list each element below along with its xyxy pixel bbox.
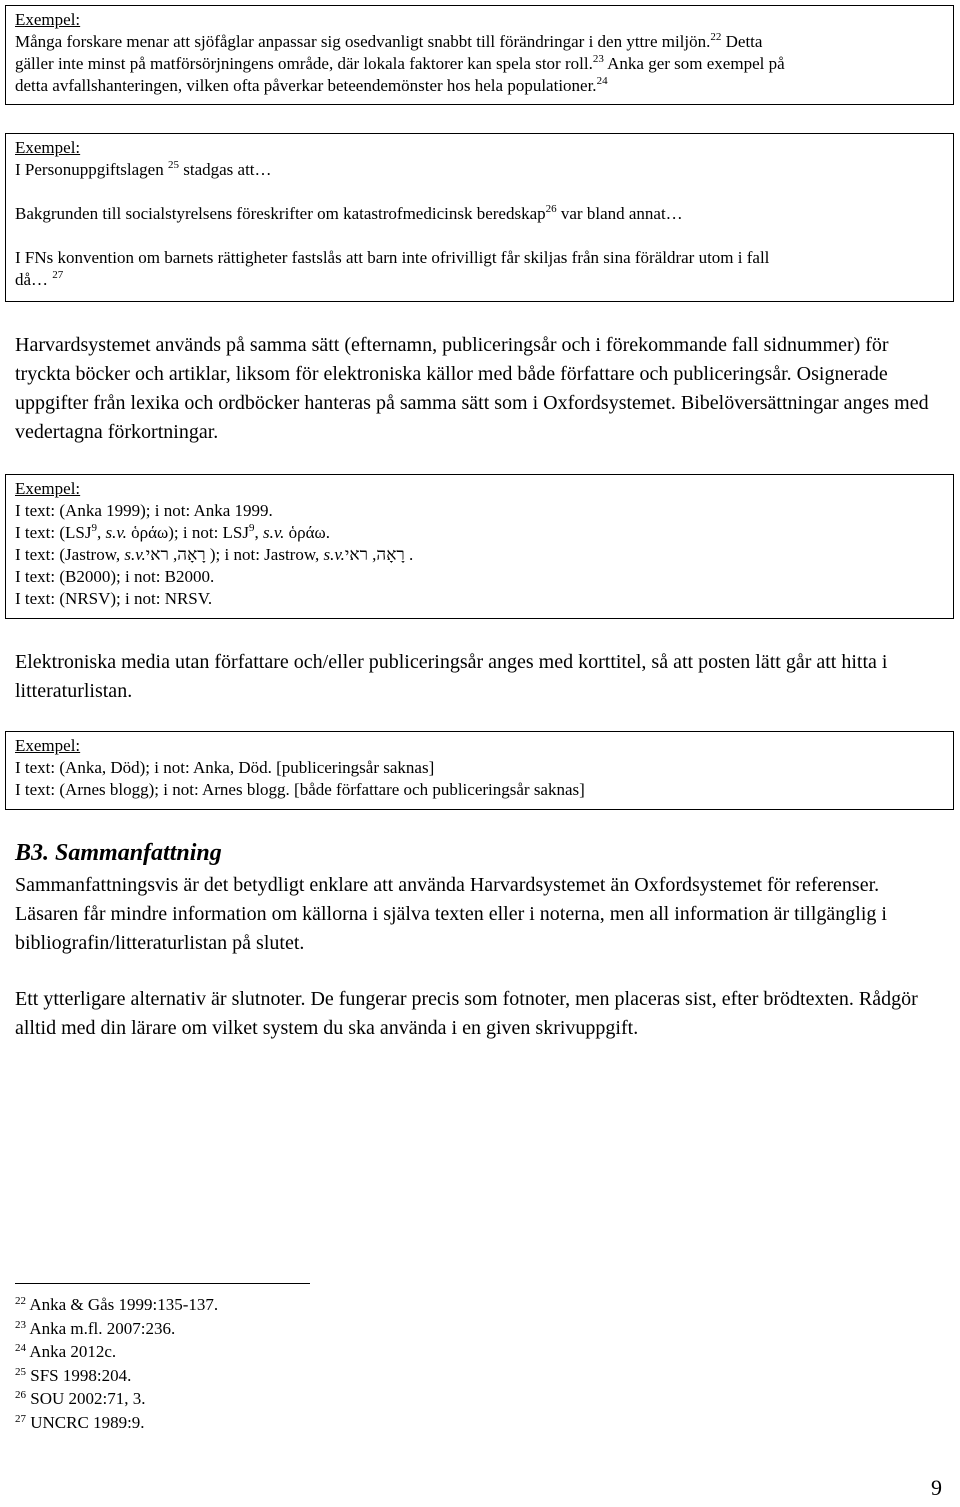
- footnote-item: $^{25}$ SFS 1998:204.: [15, 1365, 132, 1385]
- example-line: Bakgrunden till socialstyrelsens föreskrifter om katastrofmedicinsk beredskap$^{26}$ var bland annat…: [15, 203, 683, 223]
- footnote-item: $^{27}$ UNCRC 1989:9.: [15, 1412, 145, 1432]
- page-number: 9: [931, 1475, 942, 1500]
- footnote-item: $^{22}$ Anka & Gås 1999:135-137.: [15, 1295, 219, 1314]
- example-box-2: [5, 133, 954, 302]
- footnote-separator: [15, 1283, 310, 1284]
- body-paragraph-harvard: Harvardsystemet används på samma sätt (efternamn, publiceringsår och i förekommande fall sidnummer) för tryckta böcker och artiklar, liksom för elektroniska källor med både författare och publiceringsår. Osignerade uppgifter från lexika och ordböcker hanteras på samma sätt som i Oxfordsystemet. Bibelöversättningar anges med vedertagna förkortningar.: [15, 334, 929, 443]
- footnotes: [15, 1293, 218, 1434]
- example-label: Exempel:: [15, 10, 81, 29]
- example-label: Exempel:: [15, 736, 81, 755]
- footnote-item: $^{26}$ SOU 2002:71, 3.: [15, 1389, 146, 1408]
- footnote-item: $^{24}$ Anka 2012c.: [15, 1342, 117, 1361]
- body-paragraph-endnotes: Ett ytterligare alternativ är slutnoter. De fungerar precis som fotnoter, men placeras sist, efter brödtexten. Rådgör alltid med din lärare om vilket system du ska använda i en given skrivuppgift.: [15, 988, 918, 1039]
- example-text: Många forskare menar att sjöfåglar anpassar sig osedvanligt snabbt till förändringar i den yttre miljön.$^{22}$ Detta gäller inte minst på matförsörjningens område, där lokala faktorer kan spela stor roll.$^{23}$ Anka ger som exempel på detta avfallshanteringen, vilken ofta påverkar beteendemönster hos hela populationer.$^{24}$: [15, 31, 785, 95]
- example-line: I text: (Jastrow, s.v. רָאָה, ראי); i not: Jastrow, s.v. רָאָה, ראי.: [15, 545, 414, 564]
- example-line: I text: (Anka 1999); i not: Anka 1999.: [15, 501, 273, 520]
- example-box-1: [5, 5, 954, 105]
- example-line: I Personuppgiftslagen $^{25}$ stadgas att…: [15, 159, 272, 179]
- example-line: I text: (B2000); i not: B2000.: [15, 567, 215, 586]
- body-paragraph-electronic-media: Elektroniska media utan författare och/eller publiceringsår anges med korttitel, så att posten lätt går att hitta i litteraturlistan.: [15, 651, 888, 702]
- example-line: I text: (Arnes blogg); i not: Arnes blogg. [både författare och publiceringsår saknas]: [15, 780, 585, 799]
- footnote-ref: 27: [52, 269, 64, 281]
- footnote-ref: 26: [545, 203, 557, 215]
- body-paragraph-summary: Sammanfattningsvis är det betydligt enklare att använda Harvardsystemet än Oxfordsystemet för referenser. Läsaren får mindre information om källorna i själva texten eller i noterna, men all information är tillgänglig i bibliografin/litteraturlistan på slutet.: [15, 874, 887, 954]
- example-line: I text: (NRSV); i not: NRSV.: [15, 589, 213, 608]
- footnote-ref: 23: [592, 53, 604, 65]
- example-box-3: [5, 474, 954, 619]
- footnote-ref: 25: [167, 159, 179, 171]
- section-heading: B3. Sammanfattning: [15, 840, 222, 866]
- example-line: I text: (LSJ$^9$, s.v. ὁράω); i not: LSJ$^9$, s.v. ὁράω.: [15, 522, 330, 542]
- example-label: Exempel:: [15, 479, 81, 498]
- example-line: I text: (Anka, Död); i not: Anka, Död. [publiceringsår saknas]: [15, 758, 435, 777]
- example-label: Exempel:: [15, 138, 81, 157]
- footnote-ref: 22: [710, 31, 722, 43]
- example-line: I FNs konvention om barnets rättigheter fastslås att barn inte ofrivilligt får skiljas från sina föräldrar utom i fall då… $^{27}$: [15, 248, 770, 289]
- example-box-4: [5, 731, 954, 810]
- footnote-item: $^{23}$ Anka m.fl. 2007:236.: [15, 1318, 176, 1338]
- footnote-ref: 24: [596, 75, 608, 87]
